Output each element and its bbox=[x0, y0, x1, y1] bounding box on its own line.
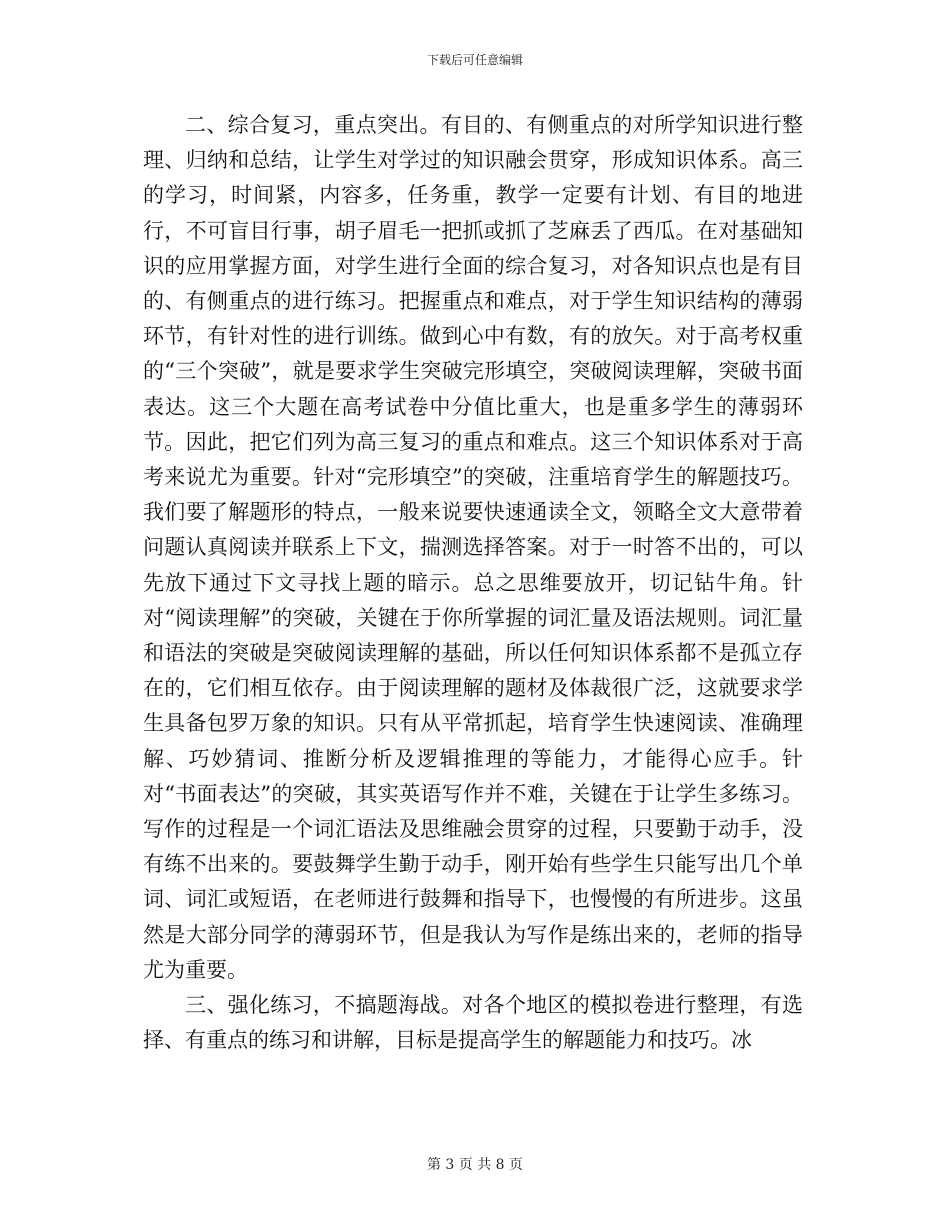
page-header-note: 下载后可任意编辑 bbox=[426, 53, 523, 67]
page-number: 第 3 页 共 8 页 bbox=[426, 1157, 524, 1173]
document-body bbox=[143, 108, 803, 1058]
paragraph-2-review: 二、综合复习，重点突出。有目的、有侧重点的对所学知识进行整理、归纳和总结，让学生对学过的知识融会贯穿，形成知识体系。高三的学习，时间紧，内容多，任务重，教学一定要有计划、有目的地进行，不可盲目行事，胡子眉毛一把抓或抓了芝麻丢了西瓜。在对基础知识的应用掌握方面，对学生进行全面的综合复习，对各知识点也是有目的、有侧重点的进行练习。把握重点和难点，对于学生知识结构的薄弱环节，有针对性的进行训练。做到心中有数，有的放矢。对于高考权重的“三个突破”，就是要求学生突破完形填空，突破阅读理解，突破书面表达。这三个大题在高考试卷中分值比重大，也是重多学生的薄弱环节。因此，把它们列为高三复习的重点和难点。这三个知识体系对于高考来说尤为重要。针对“完形填空”的突破，注重培育学生的解题技巧。我们要了解题形的特点，一般来说要快速通读全文，领略全文大意带着问题认真阅读并联系上下文，揣测选择答案。对于一时答不出的，可以先放下通过下文寻找上题的暗示。总之思维要放开，切记钻牛角。针对“阅读理解”的突破，关键在于你所掌握的词汇量及语法规则。词汇量和语法的突破是突破阅读理解的基础，所以任何知识体系都不是孤立存在的，它们相互依存。由于阅读理解的题材及体裁很广泛，这就要求学生具备包罗万象的知识。只有从平常抓起，培育学生快速阅读、准确理解、巧妙猜词、推断分析及逻辑推理的等能力，才能得心应手。针对“书面表达”的突破，其实英语写作并不难，关键在于让学生多练习。写作的过程是一个词汇语法及思维融会贯穿的过程，只要勤于动手，没有练不出来的。要鼓舞学生勤于动手，刚开始有些学生只能写出几个单词、词汇或短语，在老师进行鼓舞和指导下，也慢慢的有所进步。这虽然是大部分同学的薄弱环节，但是我认为写作是练出来的，老师的指导尤为重要。 bbox=[143, 113, 803, 982]
paragraph-3-practice: 三、强化练习，不搞题海战。对各个地区的模拟卷进行整理，有选择、有重点的练习和讲解，目标是提高学生的解题能力和技巧。冰 bbox=[143, 993, 803, 1053]
